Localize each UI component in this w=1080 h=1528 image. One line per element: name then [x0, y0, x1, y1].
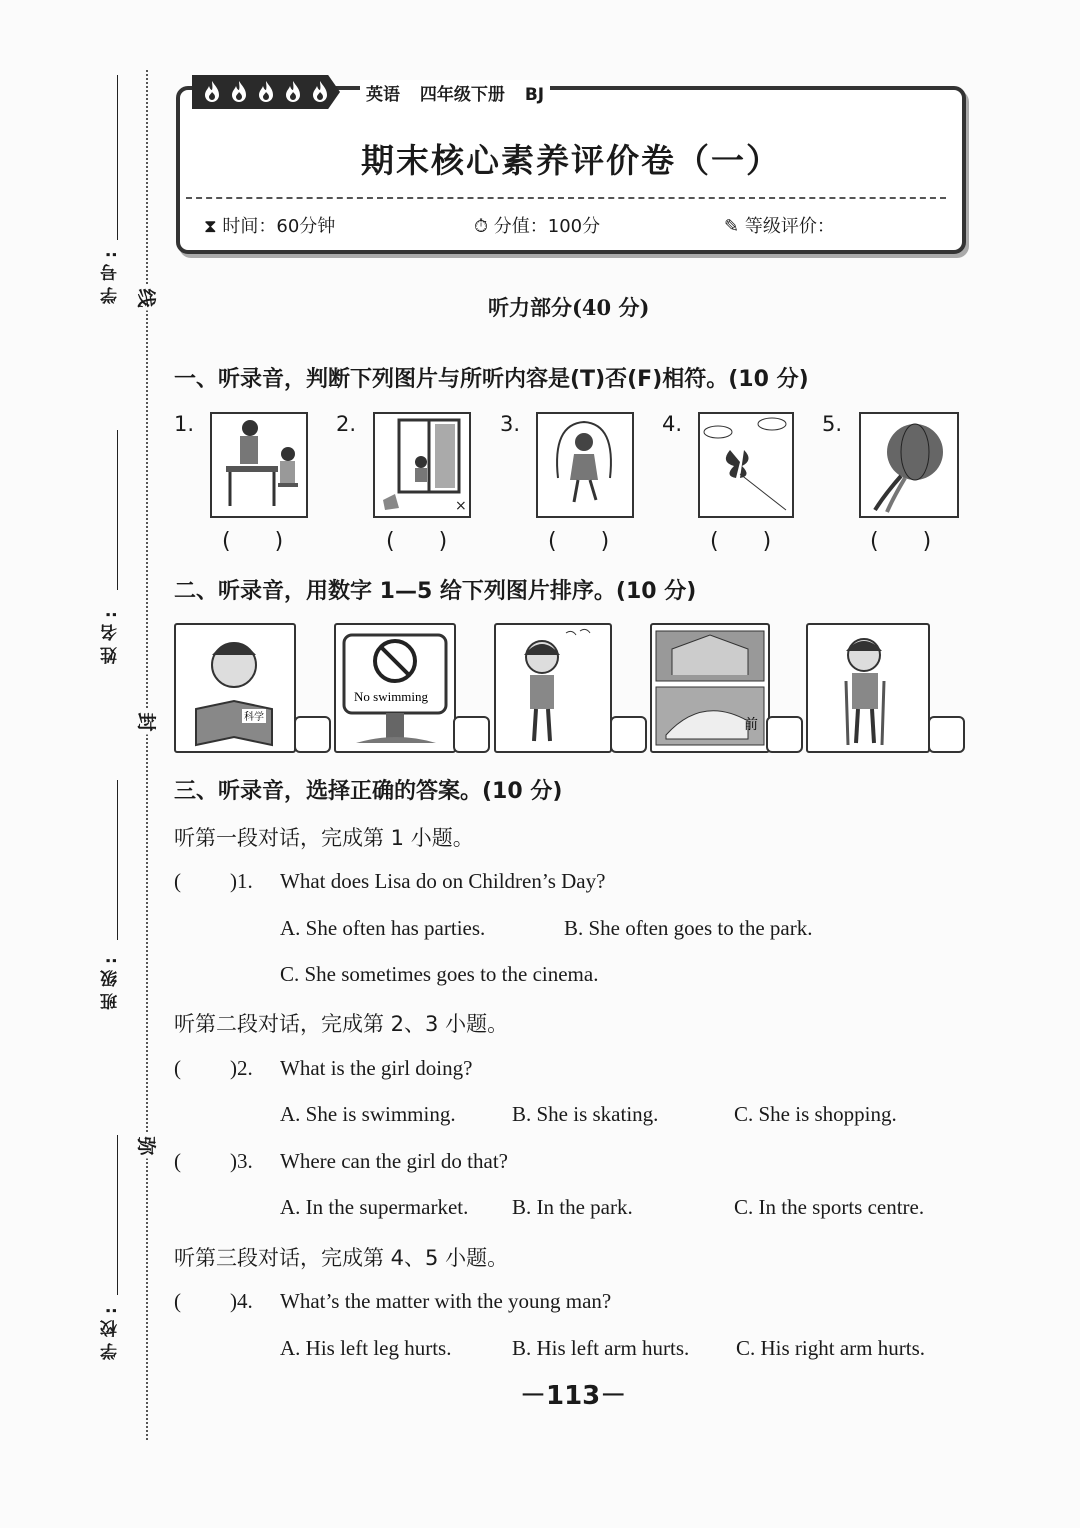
q1-option-c[interactable]: C. She sometimes goes to the cinema. — [280, 962, 599, 986]
school-label: 学校: — [101, 1301, 121, 1361]
pic-number-3: 3. — [500, 412, 521, 436]
q4-option-b[interactable]: B. His left arm hurts. — [512, 1336, 690, 1360]
cut-word-seal: 封 — [138, 709, 157, 735]
section2-title: 二、听录音，用数字 1—5 给下列图片排序。(10 分) — [174, 579, 697, 604]
page-number: －113－ — [520, 1381, 627, 1411]
name-line — [117, 430, 118, 590]
pic-number-4: 4. — [662, 412, 683, 436]
q4-option-c[interactable]: C. His right arm hurts. — [736, 1336, 925, 1360]
page-title: 期末核心素养评价卷（一） — [361, 141, 781, 180]
cut-word-close: 弥 — [138, 1133, 157, 1159]
binding-dotted-line — [146, 70, 148, 1440]
subject-info — [360, 80, 550, 105]
header-divider — [186, 197, 946, 199]
dialog1-instruction: 听第一段对话，完成第 1 小题。 — [174, 826, 474, 850]
picture-girl-with-headphones — [494, 623, 612, 753]
difficulty-flames — [192, 75, 340, 109]
name-label: 姓名: — [101, 605, 121, 665]
q3-text: Where can the girl do that? — [280, 1149, 508, 1173]
flame-icon — [230, 80, 248, 104]
picture-no-swimming-sign — [334, 623, 456, 753]
hourglass-icon: ⧗ — [204, 216, 217, 237]
pic-number-2: 2. — [336, 412, 357, 436]
class-line — [117, 780, 118, 940]
pic-number-5: 5. — [822, 412, 843, 436]
flame-icon — [203, 80, 221, 104]
dialog3-instruction: 听第三段对话，完成第 4、5 小题。 — [174, 1246, 509, 1270]
dialog2-instruction: 听第二段对话，完成第 2、3 小题。 — [174, 1012, 509, 1036]
q3-blank[interactable]: ( — [174, 1149, 181, 1173]
answer-blank-3[interactable]: ( ) — [548, 529, 610, 554]
section1-title: 一、听录音，判断下列图片与所听内容是(T)否(F)相符。(10 分) — [174, 367, 809, 392]
time-text: 时间：60分钟 — [222, 216, 336, 237]
grade-eval-info — [724, 212, 835, 238]
student-id-line — [117, 75, 118, 240]
section3-title: 三、听录音，选择正确的答案。(10 分) — [174, 779, 563, 804]
q4-text: What’s the matter with the young man? — [280, 1289, 612, 1313]
q4-blank[interactable]: ( — [174, 1289, 181, 1313]
answer-blank-1[interactable]: ( ) — [222, 529, 284, 554]
score-info — [474, 212, 600, 238]
order-box-1[interactable] — [294, 716, 331, 753]
order-box-4[interactable] — [766, 716, 803, 753]
q3-option-b[interactable]: B. In the park. — [512, 1195, 633, 1219]
school-line — [117, 1135, 118, 1295]
order-box-2[interactable] — [453, 716, 490, 753]
q4-number: )4. — [230, 1289, 253, 1313]
cut-word-line: 线 — [138, 285, 157, 311]
book-label: 科学 — [244, 712, 264, 723]
q4-option-a[interactable]: A. His left leg hurts. — [280, 1336, 452, 1360]
q2-option-a[interactable]: A. She is swimming. — [280, 1102, 456, 1126]
q2-text: What is the girl doing? — [280, 1056, 473, 1080]
picture-lantern — [859, 412, 959, 518]
q1-option-b[interactable]: B. She often goes to the park. — [564, 916, 813, 940]
q3-option-a[interactable]: A. In the supermarket. — [280, 1195, 469, 1219]
q3-option-c[interactable]: C. In the sports centre. — [734, 1195, 925, 1219]
map-direction-label: 前 — [744, 717, 758, 733]
order-box-5[interactable] — [928, 716, 965, 753]
subject: 英语 — [366, 85, 400, 105]
student-id-label: 学号: — [101, 245, 121, 305]
q2-blank[interactable]: ( — [174, 1056, 181, 1080]
picture-boy-on-crutches — [806, 623, 930, 753]
answer-blank-2[interactable]: ( ) — [386, 529, 448, 554]
q2-option-b[interactable]: B. She is skating. — [512, 1102, 659, 1126]
picture-buildings-map — [650, 623, 770, 753]
q1-option-a[interactable]: A. She often has parties. — [280, 916, 486, 940]
class-label: 班级: — [101, 951, 121, 1011]
listening-part-title: 听力部分(40 分) — [488, 295, 650, 320]
svg-text:×: × — [455, 498, 467, 514]
flame-icon — [311, 80, 329, 104]
picture-man-and-boy-at-table — [210, 412, 308, 518]
q1-number: )1. — [230, 869, 253, 893]
order-box-3[interactable] — [610, 716, 647, 753]
grade-eval-text: 等级评价： — [744, 216, 835, 237]
score-text: 分值：100分 — [493, 216, 601, 237]
q1-blank[interactable]: ( — [174, 869, 181, 893]
answer-blank-4[interactable]: ( ) — [710, 529, 772, 554]
pic-number-1: 1. — [174, 412, 195, 436]
picture-girl-skipping-rope — [536, 412, 634, 518]
grade: 四年级下册 — [419, 85, 505, 105]
answer-blank-5[interactable]: ( ) — [870, 529, 932, 554]
flame-icon — [257, 80, 275, 104]
stopwatch-icon: ⏱ — [474, 216, 489, 237]
q2-number: )2. — [230, 1056, 253, 1080]
pencil-icon: ✎ — [724, 216, 740, 237]
time-info — [204, 212, 335, 238]
q3-number: )3. — [230, 1149, 253, 1173]
picture-butterfly-kite — [698, 412, 794, 518]
picture-boy-at-window — [373, 412, 471, 518]
picture-boy-reading-science-book — [174, 623, 296, 753]
sign-text: No swimming — [354, 689, 429, 704]
flame-icon — [284, 80, 302, 104]
edition: BJ — [524, 85, 545, 105]
q1-text: What does Lisa do on Children’s Day? — [280, 869, 606, 893]
q2-option-c[interactable]: C. She is shopping. — [734, 1102, 897, 1126]
